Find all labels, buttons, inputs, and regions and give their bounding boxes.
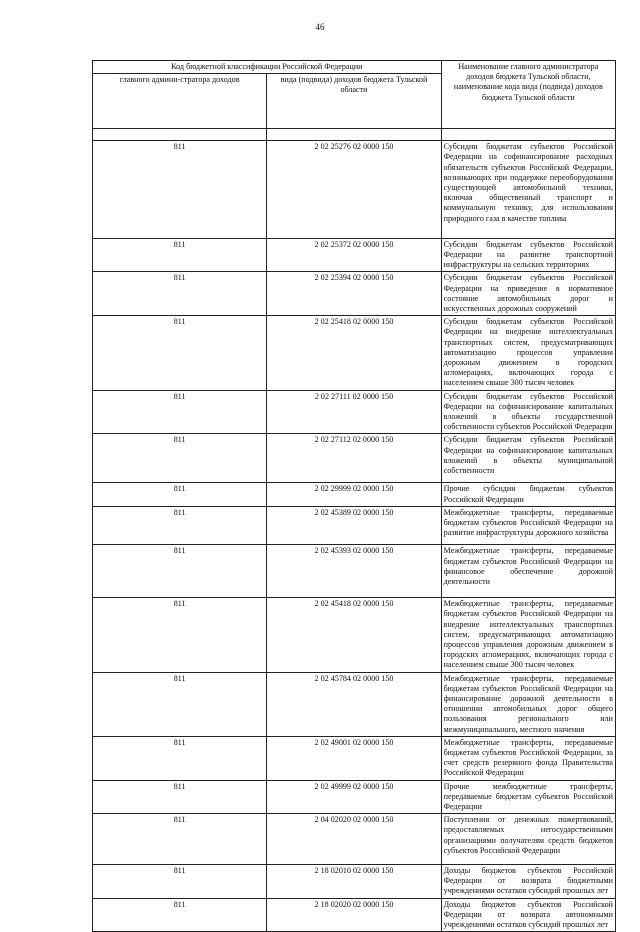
revenue-code-cell: 2 02 45418 02 0000 150 (267, 598, 441, 672)
admin-code-cell: 811 (93, 672, 267, 736)
table-row (93, 598, 616, 672)
admin-code-cell: 811 (93, 483, 267, 506)
revenue-code-cell: 2 02 49001 02 0000 150 (267, 736, 441, 780)
spacer-row (93, 129, 616, 141)
revenue-code-cell: 2 02 29999 02 0000 150 (267, 483, 441, 506)
header-administrator-name: Наименование главного администратора доходов бюджета Тульской области, наименование кода вида (подвида) доходов бюджета Тульской области (441, 61, 615, 129)
revenue-name-cell: Субсидии бюджетам субъектов Российской Федерации на приведение в нормативное состояние автомобильных дорог и искусственных дорожных сооружений (441, 272, 615, 316)
revenue-code-cell: 2 02 27111 02 0000 150 (267, 390, 441, 434)
admin-code-cell: 811 (93, 780, 267, 814)
table-row (93, 736, 616, 780)
spacer-cell (441, 129, 615, 141)
revenue-name-cell: Межбюджетные трансферты, передаваемые бюджетам субъектов Российской Федерации на развитие инфраструктуры дорожного хозяйства (441, 506, 615, 545)
revenue-name-cell: Межбюджетные трансферты, передаваемые бюджетам субъектов Российской Федерации на финансовое обеспечение дорожной деятельности (441, 545, 615, 598)
table-row (93, 814, 616, 865)
revenue-code-cell: 2 04 02020 02 0000 150 (267, 814, 441, 865)
admin-code-cell: 811 (93, 506, 267, 545)
page-number: 46 (315, 22, 325, 32)
revenue-name-cell: Субсидии бюджетам субъектов Российской Федерации на внедрение интеллектуальных транспортных систем, предусматривающих автоматизацию процессов управления дорожным движением в городских агломерациях, включающих города с населением свыше 300 тысяч человек (441, 316, 615, 390)
revenue-code-cell: 2 02 45784 02 0000 150 (267, 672, 441, 736)
revenue-name-cell: Субсидии бюджетам субъектов Российской Федерации на софинансирование капитальных вложений в объекты муниципальной собственности (441, 434, 615, 483)
table-row (93, 390, 616, 434)
table-row (93, 316, 616, 390)
table-row (93, 898, 616, 932)
admin-code-cell: 811 (93, 390, 267, 434)
revenue-name-cell: Межбюджетные трансферты, передаваемые бюджетам субъектов Российской Федерации на внедрение интеллектуальных транспортных систем, предусматривающих автоматизацию процессов управления дорожным движением в городских агломерациях, включающих города с населением свыше 300 тысяч человек (441, 598, 615, 672)
admin-code-cell: 811 (93, 141, 267, 239)
admin-code-cell: 811 (93, 814, 267, 865)
header-main-administrator: главного админи-стратора доходов (93, 74, 267, 129)
table-header-row (93, 61, 616, 74)
revenue-code-cell: 2 02 25372 02 0000 150 (267, 238, 441, 272)
revenue-code-cell: 2 02 49999 02 0000 150 (267, 780, 441, 814)
revenue-code-cell: 2 18 02010 02 0000 150 (267, 865, 441, 899)
revenue-name-cell: Субсидии бюджетам субъектов Российской Федерации на развитие транспортной инфраструктуры на сельских территориях (441, 238, 615, 272)
revenue-name-cell: Прочие субсидии бюджетам субъектов Российской Федерации (441, 483, 615, 506)
admin-code-cell: 811 (93, 238, 267, 272)
table-row (93, 141, 616, 239)
revenue-code-cell: 2 02 45393 02 0000 150 (267, 545, 441, 598)
admin-code-cell: 811 (93, 598, 267, 672)
revenue-code-cell: 2 02 45389 02 0000 150 (267, 506, 441, 545)
revenue-name-cell: Межбюджетные трансферты, передаваемые бюджетам субъектов Российской Федерации на финансирование дорожной деятельности в отношении автомобильных дорог общего пользования регионального или межмуниципального, местного значения (441, 672, 615, 736)
revenue-name-cell: Прочие межбюджетные трансферты, передаваемые бюджетам субъектов Российской Федерации (441, 780, 615, 814)
spacer-cell (93, 129, 267, 141)
header-budget-classification-code: Код бюджетной классификации Российской Федерации (93, 61, 442, 74)
spacer-cell (267, 129, 441, 141)
revenue-name-cell: Субсидии бюджетам субъектов Российской Федерации на софинансирование капитальных вложений в объекты государственной собственности субъектов Российской Федерации (441, 390, 615, 434)
admin-code-cell: 811 (93, 316, 267, 390)
admin-code-cell: 811 (93, 898, 267, 932)
table-row (93, 672, 616, 736)
revenue-code-cell: 2 02 27112 02 0000 150 (267, 434, 441, 483)
table-row (93, 238, 616, 272)
revenue-name-cell: Межбюджетные трансферты, передаваемые бюджетам субъектов Российской Федерации, за счет средств резервного фонда Правительства Российской Федерации (441, 736, 615, 780)
revenue-name-cell: Субсидии бюджетам субъектов Российской Федерации на софинансирование расходных обязательств субъектов Российской Федерации, возникающих при поддержке переоборудования существующей автомобильной техники, включая общественный транспорт и коммунальную технику, для использования природного газа в качестве топлива (441, 141, 615, 239)
admin-code-cell: 811 (93, 865, 267, 899)
budget-classification-table (92, 60, 616, 932)
revenue-name-cell: Поступления от денежных пожертвований, предоставляемых негосударственными организациями получателям средств бюджетов субъектов Российской Федерации (441, 814, 615, 865)
revenue-code-cell: 2 18 02020 02 0000 150 (267, 898, 441, 932)
revenue-code-cell: 2 02 25394 02 0000 150 (267, 272, 441, 316)
revenue-name-cell: Доходы бюджетов субъектов Российской Федерации от возврата автономными учреждениями остатков субсидий прошлых лет (441, 898, 615, 932)
table-row (93, 434, 616, 483)
table-row (93, 272, 616, 316)
admin-code-cell: 811 (93, 434, 267, 483)
revenue-code-cell: 2 02 25276 02 0000 150 (267, 141, 441, 239)
header-revenue-kind: вида (подвида) доходов бюджета Тульской области (267, 74, 441, 129)
table-row (93, 545, 616, 598)
table-row (93, 780, 616, 814)
table-body (93, 141, 616, 932)
revenue-code-cell: 2 02 25418 02 0000 150 (267, 316, 441, 390)
table-row (93, 865, 616, 899)
table-row (93, 506, 616, 545)
admin-code-cell: 811 (93, 736, 267, 780)
revenue-name-cell: Доходы бюджетов субъектов Российской Федерации от возврата бюджетными учреждениями остатков субсидий прошлых лет (441, 865, 615, 899)
admin-code-cell: 811 (93, 545, 267, 598)
admin-code-cell: 811 (93, 272, 267, 316)
table-row (93, 483, 616, 506)
